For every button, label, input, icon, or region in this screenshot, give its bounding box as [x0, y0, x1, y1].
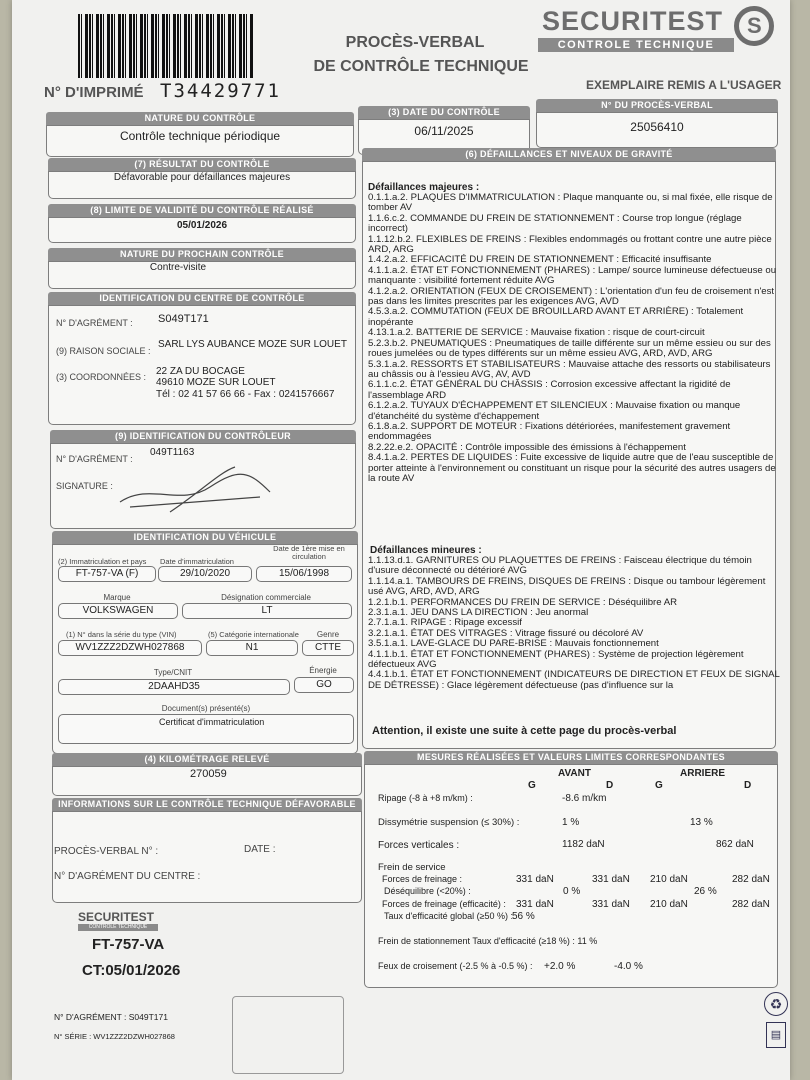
list-item: 4.1.1.a.2. ÉTAT ET FONCTIONNEMENT (PHARES) : Lampe/ source lumineuse défectueuse ou manquante : visibilité fortement réduite AVG	[368, 264, 777, 287]
list-item: 2.7.1.a.1. RIPAGE : Ripage excessif	[368, 617, 522, 629]
vin-field: WV1ZZZ2DZWH027868	[58, 640, 202, 656]
list-item: 2.3.1.a.1. JEU DANS LA DIRECTION : Jeu anormal	[368, 607, 589, 619]
defaillances-header: (6) DÉFAILLANCES ET NIVEAUX DE GRAVITÉ	[362, 148, 776, 161]
raison-label: (9) RAISON SOCIALE :	[56, 346, 151, 356]
freinage-label: Forces de freinage :	[382, 874, 463, 884]
imprime-number: T34429771	[160, 80, 281, 102]
signature-label: SIGNATURE :	[56, 481, 113, 491]
col-d-ar: D	[744, 780, 752, 791]
stub-agrement: N° D'AGRÉMENT : S049T171	[54, 1012, 168, 1022]
list-item: 1.1.14.a.1. TAMBOURS DE FREINS, DISQUES DE FREINS : Disque ou tambour légèrement usé AVG, ARD, AVD, ARG	[368, 575, 766, 598]
list-item: 1.1.12.b.2. FLEXIBLES DE FREINS : Flexibles endommagés ou frottant contre une autre pièce ARD, ARG	[368, 233, 772, 256]
date-value: 06/11/2025	[414, 124, 474, 138]
list-item: 3.5.1.a.1. LAVE-GLACE DU PARE-BRISE : Mauvais fonctionnement	[368, 638, 659, 650]
securitest-logo	[528, 6, 778, 54]
phone-fax: Tél : 02 41 57 66 66 - Fax : 0241576667	[156, 389, 335, 400]
taux-value: 56 %	[512, 911, 535, 922]
prochain-value: Contre-visite	[149, 262, 207, 273]
resultat-value: Défavorable pour défaillances majeures	[113, 172, 291, 183]
type-field: 2DAAHD35	[58, 679, 290, 695]
nature-header: NATURE DU CONTRÔLE	[46, 112, 354, 125]
croisement-label: Feux de croisement (-2.5 % à -0.5 %) :	[378, 961, 533, 971]
deseq-av: 0 %	[563, 886, 581, 897]
brand-name: SECURITEST	[542, 6, 724, 36]
minor-list	[368, 556, 780, 691]
defav-date-label: DATE :	[244, 844, 276, 855]
major-list	[368, 193, 780, 484]
stub-plate: FT-757-VA	[92, 936, 165, 953]
fr-g-ar: 210 daN	[650, 874, 688, 885]
list-item: 1.2.1.b.1. PERFORMANCES DU FREIN DE SERVICE : Déséquilibre AR	[368, 596, 678, 608]
fre-g-av: 331 daN	[516, 899, 554, 910]
defavorable-box	[52, 811, 362, 903]
recycle-icon: ♻	[764, 992, 788, 1016]
list-item: 1.1.13.d.1. GARNITURES OU PLAQUETTES DE FREINS : Faisceau électrique du témoin d'usure déconnecté ou détérioré AVG	[368, 555, 752, 577]
centre-header: IDENTIFICATION DU CENTRE DE CONTRÔLE	[48, 292, 356, 305]
validite-header: (8) LIMITE DE VALIDITÉ DU CONTRÔLE RÉALISÉ	[48, 204, 356, 217]
km-value: 270059	[190, 768, 227, 780]
nature-value: Contrôle technique périodique	[119, 129, 281, 143]
categorie-field: N1	[206, 640, 298, 656]
genre-label: Genre	[316, 630, 340, 639]
freinage-eff-label: Forces de freinage (efficacité) :	[382, 899, 506, 909]
controleur-agrement-value: 049T1163	[150, 447, 195, 458]
imprime-label: N° D'IMPRIMÉ	[44, 84, 144, 101]
docs-label: Document(s) présenté(s)	[161, 704, 251, 713]
croisement-g: +2.0 %	[544, 961, 576, 972]
stub-serie: N° SÉRIE : WV1ZZZ2DZWH027868	[54, 1032, 175, 1041]
brand-subtitle: CONTROLE TECHNIQUE	[538, 38, 734, 52]
minor-title: Défaillances mineures :	[370, 545, 482, 556]
stub-ct-date: CT:05/01/2026	[82, 962, 181, 979]
col-g-av: G	[528, 780, 536, 791]
km-header: (4) KILOMÉTRAGE RELEVÉ	[52, 753, 362, 766]
list-item: 1.1.6.c.2. COMMANDE DU FREIN DE STATIONNEMENT : Course trop longue (réglage incorrect)	[368, 212, 742, 235]
frein-service-label: Frein de service	[378, 862, 446, 873]
list-item: 6.1.8.a.2. SUPPORT DE MOTEUR : Fixations détériorées, manifestement gravement endommagées	[368, 420, 731, 443]
list-item: 4.13.1.a.2. BATTERIE DE SERVICE : Mauvaise fixation : risque de court-circuit	[368, 327, 705, 339]
stub-sticker-area	[232, 996, 344, 1074]
fr-d-av: 331 daN	[592, 874, 630, 885]
stub-brand-sub: CONTROLE TECHNIQUE	[78, 924, 158, 931]
stationnement-line: Frein de stationnement Taux d'efficacité (≥18 %) : 11 %	[378, 936, 598, 946]
list-item: 8.2.22.e.2. OPACITÉ : Contrôle impossible des émissions à l'échappement	[368, 441, 686, 453]
energie-label: Énergie	[309, 666, 337, 675]
signature-icon	[110, 462, 280, 518]
fre-d-ar: 282 daN	[732, 899, 770, 910]
dissym-label: Dissymétrie suspension (≤ 30%) :	[378, 817, 520, 828]
designation-field: LT	[182, 603, 352, 619]
fre-g-ar: 210 daN	[650, 899, 688, 910]
arriere-label: ARRIERE	[680, 768, 726, 779]
raison-value: SARL LYS AUBANCE MOZE SUR LOUET	[158, 339, 347, 350]
fr-d-ar: 282 daN	[732, 874, 770, 885]
copy-note: EXEMPLAIRE REMIS A L'USAGER	[586, 78, 782, 92]
stub-brand: SECURITEST	[78, 910, 155, 924]
docs-field: Certificat d'immatriculation	[58, 714, 354, 744]
date-immat-field: 29/10/2020	[158, 566, 252, 582]
list-item: 8.4.1.a.2. PERTES DE LIQUIDES : Fuite excessive de liquide autre que de l'eau susceptible de porter atteinte à l'environnement ou constituant un risque pour la sécurité des autres usagers de la route AV	[368, 452, 776, 484]
pv-header: N° DU PROCÈS-VERBAL	[536, 99, 778, 112]
dissym-av: 1 %	[562, 817, 580, 828]
genre-field: CTTE	[302, 640, 354, 656]
attention-note: Attention, il existe une suite à cette page du procès-verbal	[372, 725, 677, 737]
coord-label: (3) COORDONNÉES :	[56, 372, 147, 382]
major-title: Défaillances majeures :	[368, 182, 480, 193]
col-d-av: D	[606, 780, 614, 791]
address-line2: 49610 MOZE SUR LOUET	[156, 377, 276, 388]
energie-field: GO	[294, 677, 354, 693]
centre-agrement-label: N° D'AGRÉMENT :	[56, 318, 133, 328]
centre-agrement-value: S049T171	[158, 313, 209, 325]
categorie-label: (5) Catégorie internationale	[208, 630, 299, 639]
address-line1: 22 ZA DU BOCAGE	[156, 366, 245, 377]
list-item: 4.5.3.a.2. COMMUTATION (FEUX DE BROUILLARD AVANT ET ARRIÈRE) : Totalement inopérante	[368, 306, 744, 328]
ripage-label: Ripage (-8 à +8 m/km) :	[378, 793, 473, 803]
fr-g-av: 331 daN	[516, 874, 554, 885]
pv-value: 25056410	[630, 120, 684, 134]
paper-bin-icon: ▤	[766, 1022, 786, 1048]
fv-ar: 862 daN	[716, 839, 754, 850]
dissym-ar: 13 %	[690, 817, 713, 828]
list-item: 4.1.2.a.2. ORIENTATION (FEUX DE CROISEMENT) : L'orientation d'un feu de croisement n'est pas dans les limites prescrites par les exigences AVG, AVD	[368, 285, 775, 308]
list-item: 1.4.2.a.2. EFFICACITÉ DU FREIN DE STATIONNEMENT : Efficacité insuffisante	[368, 254, 712, 266]
title-line1: PROCÈS-VERBAL	[345, 34, 485, 51]
date-immat-label: Date d'immatriculation	[160, 557, 234, 566]
forces-vert-label: Forces verticales :	[378, 840, 460, 851]
defavorable-header: INFORMATIONS SUR LE CONTRÔLE TECHNIQUE DÉFAVORABLE	[52, 798, 362, 811]
col-g-ar: G	[655, 780, 663, 791]
validite-value: 05/01/2026	[176, 220, 228, 231]
vin-label: (1) N° dans la série du type (VIN)	[66, 630, 177, 639]
list-item: 4.4.1.b.1. ÉTAT ET FONCTIONNEMENT (INDICATEURS DE DIRECTION ET FEUX DE SIGNAL DE DÉTRESSE) : Glace légèrement défectueuse (pas d'influence sur la	[368, 669, 780, 691]
list-item: 0.1.1.a.2. PLAQUES D'IMMATRICULATION : Plaque manquante ou, si mal fixée, elle risque de tomber AV	[368, 192, 773, 214]
fv-av: 1182 daN	[562, 839, 605, 850]
list-item: 6.1.2.a.2. TUYAUX D'ÉCHAPPEMENT ET SILENCIEUX : Mauvaise fixation ou manque d'étanchéité du système d'échappement	[368, 400, 741, 422]
marque-label: Marque	[103, 593, 131, 602]
type-label: Type/CNIT	[153, 668, 193, 677]
controleur-agrement-label: N° D'AGRÉMENT :	[56, 454, 133, 464]
taux-label: Taux d'efficacité global (≥50 %) :	[384, 911, 514, 921]
prochain-header: NATURE DU PROCHAIN CONTRÔLE	[48, 248, 356, 261]
title-line2: DE CONTRÔLE TECHNIQUE	[313, 58, 529, 75]
deseq-ar: 26 %	[694, 886, 717, 897]
designation-label: Désignation commerciale	[221, 593, 311, 602]
defav-pv-label: PROCÈS-VERBAL N° :	[54, 846, 159, 857]
date-mise-label: Date de 1ère mise en circulation	[273, 544, 345, 561]
deseq-label: Déséquilibre (<20%) :	[384, 886, 471, 896]
brand-emblem-icon: S	[734, 6, 774, 46]
mesures-header: MESURES RÉALISÉES ET VALEURS LIMITES CORRESPONDANTES	[364, 751, 778, 764]
ripage-value: -8.6 m/km	[562, 793, 607, 804]
immat-field: FT-757-VA (F)	[58, 566, 156, 582]
barcode	[78, 14, 253, 78]
list-item: 4.1.1.b.1. ÉTAT ET FONCTIONNEMENT (PHARES) : Système de projection légèrement défectueux AVG	[368, 648, 744, 671]
list-item: 5.3.1.a.2. RESSORTS ET STABILISATEURS : Mauvaise attache des ressorts ou stabilisateurs au châssis ou à l'essieu AVG, AV, AVD	[368, 358, 771, 380]
immat-label: (2) Immatriculation et pays	[58, 557, 147, 566]
croisement-d: -4.0 %	[614, 961, 643, 972]
list-item: 5.2.3.b.2. PNEUMATIQUES : Pneumatiques de taille différente sur un même essieu ou sur des roues jumelées ou de types différents sur un même essieu AVG, ARD, AVD, ARG	[368, 337, 771, 360]
resultat-header: (7) RÉSULTAT DU CONTRÔLE	[48, 158, 356, 171]
defav-agrement-label: N° D'AGRÉMENT DU CENTRE :	[54, 871, 201, 882]
list-item: 3.2.1.a.1. ÉTAT DES VITRAGES : Vitrage fissuré ou décoloré AV	[368, 627, 644, 639]
vehicule-header: IDENTIFICATION DU VÉHICULE	[52, 531, 358, 544]
marque-field: VOLKSWAGEN	[58, 603, 178, 619]
date-mise-field: 15/06/1998	[256, 566, 352, 582]
avant-label: AVANT	[558, 768, 591, 779]
fre-d-av: 331 daN	[592, 899, 630, 910]
list-item: 6.1.1.c.2. ÉTAT GÉNÉRAL DU CHÂSSIS : Corrosion excessive affectant la rigidité de l'assemblage ARD	[368, 379, 731, 401]
date-header: (3) DATE DU CONTRÔLE	[358, 106, 530, 119]
controleur-header: (9) IDENTIFICATION DU CONTRÔLEUR	[50, 430, 356, 443]
